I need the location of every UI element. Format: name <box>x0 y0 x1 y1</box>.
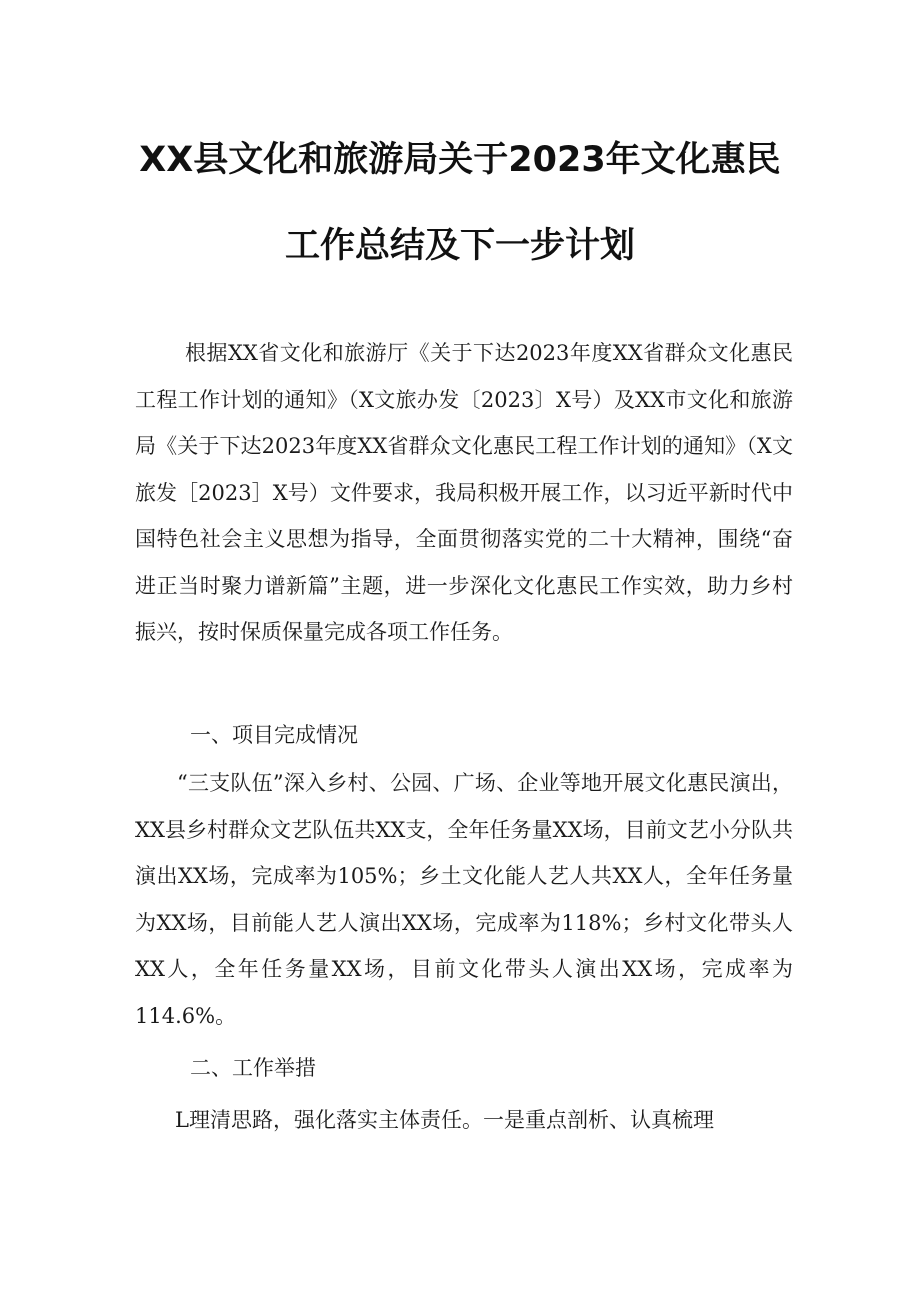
work-measures-paragraph: L理清思路，强化落实主体责任。一是重点剖析、认真梳理 <box>175 1108 714 1132</box>
document-title-line-2: 工作总结及下一步计划 <box>284 226 635 266</box>
section-heading-project-completion: 一、项目完成情况 <box>190 723 358 747</box>
document-title-line-1: XX县文化和旅游局关于2023年文化惠民 <box>139 140 781 180</box>
project-completion-paragraph: “三支队伍”深入乡村、公园、广场、企业等地开展文化惠民演出，XX县乡村群众文艺队伍共XX支，全年任务量XX场，目前文艺小分队共演出XX场，完成率为105%；乡土文化能人艺人共XX人，全年任务量为XX场，目前能人艺人演出XX场，完成率为118%；乡村文化带头人XX人，全年任务量XX场，目前文化带头人演出XX场，完成率为114.6%。 <box>135 771 793 1028</box>
section-heading-work-measures: 二、工作举措 <box>190 1056 316 1080</box>
intro-paragraph: 根据XX省文化和旅游厅《关于下达2023年度XX省群众文化惠民工程工作计划的通知》（X文旅办发〔2023〕X号）及XX市文化和旅游局《关于下达2023年度XX省群众文化惠民工程工作计划的通知》（X文旅发［2023］X号）文件要求，我局积极开展工作，以习近平新时代中国特色社会主义思想为指导，全面贯彻落实党的二十大精神，围绕“奋进正当时聚力谱新篇”主题，进一步深化文化惠民工作实效，助力乡村振兴，按时保质保量完成各项工作任务。 <box>135 341 793 644</box>
